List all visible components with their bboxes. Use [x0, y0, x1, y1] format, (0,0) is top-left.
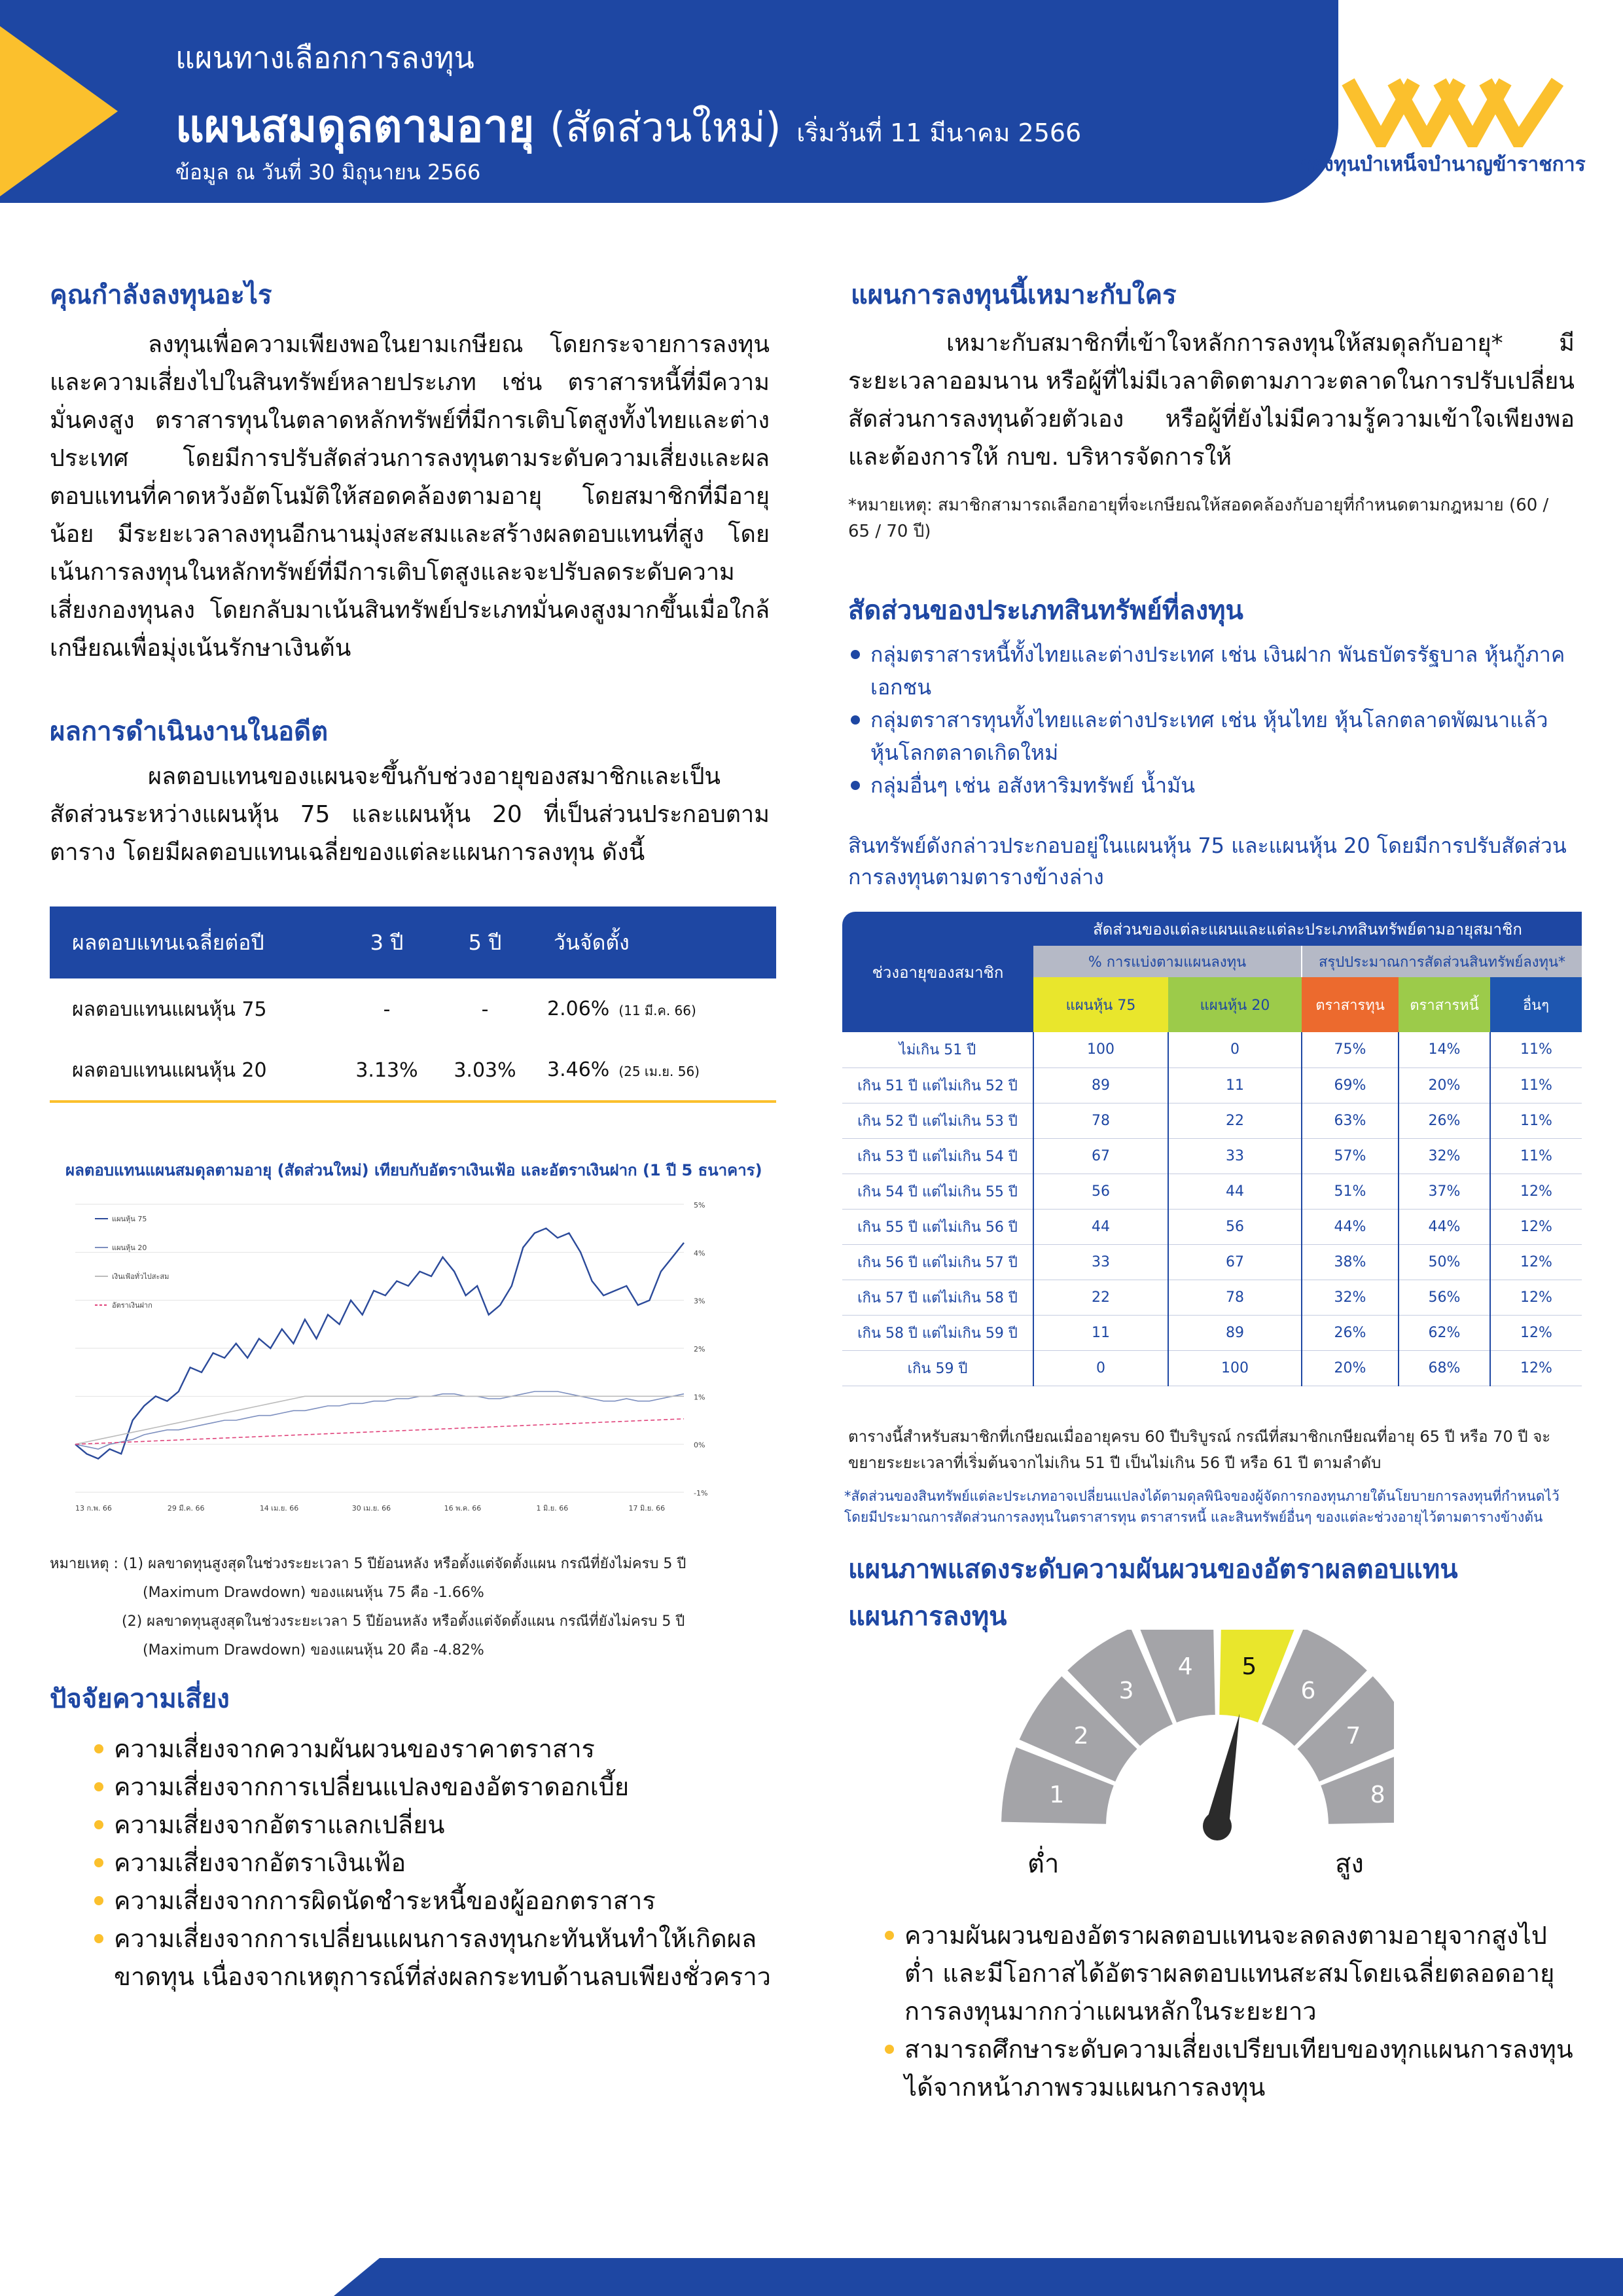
cell-p20: 89 — [1168, 1315, 1302, 1350]
asset-header: สรุปประมาณการสัดส่วนสินทรัพย์ลงทุน* — [1302, 946, 1582, 977]
cell-debt: 14% — [1399, 1032, 1490, 1067]
legend-label: แผนหุ้น 20 — [112, 1244, 147, 1252]
cell-p75: 89 — [1033, 1067, 1168, 1103]
cell-age: เกิน 56 ปี แต่ไม่เกิน 57 ปี — [842, 1244, 1033, 1280]
gauge-low-label: ต่ำ — [1027, 1849, 1060, 1879]
cell-p20: 67 — [1168, 1244, 1302, 1280]
cell-age: เกิน 52 ปี แต่ไม่เกิน 53 ปี — [842, 1103, 1033, 1138]
row-3y: 3.13% — [338, 1040, 436, 1102]
cell-debt: 68% — [1399, 1350, 1490, 1386]
cell-eq: 32% — [1302, 1280, 1399, 1315]
cell-eq: 63% — [1302, 1103, 1399, 1138]
cell-p20: 11 — [1168, 1067, 1302, 1103]
performance-text: ผลตอบแทนของแผนจะขึ้นกับช่วงอายุของสมาชิกและเป็นสัดส่วนระหว่างแผนหุ้น 75 และแผนหุ้น 20 ที่เป็นส่วนประกอบตามตาราง โดยมีผลตอบแทนเฉลี่ยของแต่ละแผนการลงทุน ดังนี้ — [50, 763, 770, 866]
gauge-needle — [1205, 1713, 1240, 1828]
table-row — [842, 1103, 1582, 1138]
remark-1a: (1) ผลขาดทุนสูงสุดในช่วงระยะเวลา 5 ปีย้อนหลัง หรือตั้งแต่จัดตั้งแผน กรณีที่ยังไม่ครบ 5 ปี — [122, 1556, 687, 1572]
cell-p75: 100 — [1033, 1032, 1168, 1067]
x-tick-label: 17 มิ.ย. 66 — [628, 1504, 666, 1513]
header-cell: ผลตอบแทนเฉลี่ยต่อปี — [50, 906, 338, 978]
row-since — [534, 978, 776, 1040]
allocation-table — [842, 912, 1582, 1386]
col-p75: แผนหุ้น 75 — [1033, 977, 1168, 1032]
since-date: (11 มี.ค. 66) — [618, 1003, 696, 1018]
cell-eq: 26% — [1302, 1315, 1399, 1350]
section-title-assets: สัดส่วนของประเภทสินทรัพย์ที่ลงทุน — [848, 596, 1243, 626]
cell-other: 12% — [1490, 1244, 1582, 1280]
remark-2b: (Maximum Drawdown) ของแผนหุ้น 20 คือ -4.82% — [143, 1642, 484, 1659]
performance-chart — [59, 1191, 720, 1518]
cell-other: 12% — [1490, 1280, 1582, 1315]
cell-p20: 44 — [1168, 1174, 1302, 1209]
col-equity: ตราสารทุน — [1302, 977, 1399, 1032]
cell-age: เกิน 59 ปี — [842, 1350, 1033, 1386]
cell-age: เกิน 53 ปี แต่ไม่เกิน 54 ปี — [842, 1138, 1033, 1174]
cell-p20: 33 — [1168, 1138, 1302, 1174]
list-item: ความเสี่ยงจากการเปลี่ยนแผนการลงทุนกะทันหันทำให้เกิดผลขาดทุน เนื่องจากเหตุการณ์ที่ส่งผลกระทบด้านลบเพียงชั่วคราว — [92, 1920, 772, 1996]
y-tick-label: 1% — [694, 1393, 705, 1402]
cell-other: 11% — [1490, 1138, 1582, 1174]
header-cell: 3 ปี — [338, 906, 436, 978]
series-line — [75, 1419, 684, 1444]
section-title-suitable: แผนการลงทุนนี้เหมาะกับใคร — [851, 280, 1177, 310]
cell-age: เกิน 57 ปี แต่ไม่เกิน 58 ปี — [842, 1280, 1033, 1315]
cell-p20: 78 — [1168, 1280, 1302, 1315]
x-tick-label: 13 ก.พ. 66 — [75, 1504, 112, 1513]
section-title-what: คุณกำลังลงทุนอะไร — [50, 280, 272, 310]
risk-list — [92, 1730, 772, 1996]
alloc-body — [842, 1032, 1582, 1386]
logo-text: กองทุนบำเหน็จบำนาญข้าราชการ — [1300, 153, 1586, 176]
gauge-level-label: 4 — [1177, 1653, 1193, 1680]
cell-p20: 100 — [1168, 1350, 1302, 1386]
list-item: กลุ่มตราสารหนี้ทั้งไทยและต่างประเทศ เช่น เงินฝาก พันธบัตรรัฐบาล หุ้นกู้ภาคเอกชน — [848, 638, 1575, 704]
row-3y: - — [383, 997, 391, 1021]
what-text: ลงทุนเพื่อความเพียงพอในยามเกษียณ โดยกระจายการลงทุนและความเสี่ยงไปในสินทรัพย์หลายประเภท เช่น ตราสารหนี้ที่มีความมั่นคงสูง ตราสารทุนในตลาดหลักทรัพย์ที่มีการเติบโตสูงทั้งไทยและต่างประเทศ โดยมีการปรับสัดส่วนการลงทุนตามระดับความเสี่ยงและผลตอบแทนที่คาดหวังอัตโนมัติให้สอดคล้องตามอายุ โดยสมาชิกที่มีอายุน้อย มีระยะเวลาลงทุนอีกนานมุ่งสะสมและสร้างผลตอบแทนที่สูง โดยเน้นการลงทุนในหลักทรัพย์ที่มีการเติบโตสูงและจะปรับลดระดับความเสี่ยงกองทุนลง โดยกลับมาเน้นสินทรัพย์ประเภทมั่นคงสูงมากขึ้นเมื่อใกล้เกษียณเพื่อมุ่งเน้นรักษาเงินต้น — [50, 331, 770, 662]
list-item: กลุ่มตราสารทุนทั้งไทยและต่างประเทศ เช่น หุ้นไทย หุ้นโลกตลาดพัฒนาแล้ว หุ้นโลกตลาดเกิดใหม่ — [848, 704, 1575, 769]
gauge-level-label: 1 — [1049, 1782, 1065, 1809]
since-value: 2.06% — [547, 997, 610, 1020]
x-tick-label: 1 มิ.ย. 66 — [536, 1504, 569, 1513]
suitable-text: เหมาะกับสมาชิกที่เข้าใจหลักการลงทุนให้สมดุลกับอายุ* มีระยะเวลาออมนาน หรือผู้ที่ไม่มีเวลาติดตามภาวะตลาดในการปรับเปลี่ยนสัดส่วนการลงทุนด้วยตัวเอง หรือผู้ที่ยังไม่มีความรู้ความเข้าใจเพียงพอและต้องการให้ กบข. บริหารจัดการให้ — [848, 330, 1575, 471]
row-since — [534, 1040, 776, 1102]
title-main: แผนสมดุลตามอายุ — [175, 101, 535, 152]
page-title — [175, 90, 1081, 161]
table-row — [842, 1138, 1582, 1174]
cell-other: 11% — [1490, 1032, 1582, 1067]
age-header: ช่วงอายุของสมาชิก — [842, 912, 1033, 1032]
cell-p75: 44 — [1033, 1209, 1168, 1244]
cell-debt: 26% — [1399, 1103, 1490, 1138]
alloc-note-1: ตารางนี้สำหรับสมาชิกที่เกษียณเมื่ออายุครบ 60 ปีบริบูรณ์ กรณีที่สมาชิกเกษียณที่อายุ 65 ปี หรือ 70 ปี จะขยายระยะเวลาที่เริ่มต้นจากไม่เกิน 51 ปี เป็นไม่เกิน 56 ปี หรือ 61 ปี ตามลำดับ — [848, 1427, 1551, 1472]
remark-2a: (2) ผลขาดทุนสูงสุดในช่วงระยะเวลา 5 ปีย้อนหลัง หรือตั้งแต่จัดตั้งแผน กรณีที่ยังไม่ครบ 5 ปี — [122, 1613, 685, 1630]
cell-age: เกิน 54 ปี แต่ไม่เกิน 55 ปี — [842, 1174, 1033, 1209]
header-cell: 5 ปี — [436, 906, 534, 978]
gauge-title-2: แผนการลงทุน — [848, 1602, 1007, 1632]
x-tick-label: 29 มี.ค. 66 — [167, 1504, 205, 1513]
table-row — [50, 978, 776, 1040]
list-item: ความเสี่ยงจากอัตราเงินเฟ้อ — [92, 1844, 772, 1882]
col-p20: แผนหุ้น 20 — [1168, 977, 1302, 1032]
list-item: ความเสี่ยงจากการเปลี่ยนแปลงของอัตราดอกเบี้ย — [92, 1768, 772, 1806]
list-item: ความเสี่ยงจากความผันผวนของราคาตราสาร — [92, 1730, 772, 1768]
gauge-level-label: 5 — [1241, 1653, 1257, 1680]
title-paren: (สัดส่วนใหม่) — [550, 103, 781, 151]
cell-other: 11% — [1490, 1103, 1582, 1138]
cell-other: 12% — [1490, 1315, 1582, 1350]
series-line — [75, 1229, 684, 1459]
cell-debt: 50% — [1399, 1244, 1490, 1280]
footer-band — [0, 2258, 1623, 2296]
gauge-level-label: 3 — [1118, 1677, 1134, 1705]
cell-eq: 44% — [1302, 1209, 1399, 1244]
cell-p75: 11 — [1033, 1315, 1168, 1350]
list-item: ความเสี่ยงจากอัตราแลกเปลี่ยน — [92, 1806, 772, 1844]
table-row — [50, 1040, 776, 1102]
cell-p75: 67 — [1033, 1138, 1168, 1174]
table-row — [842, 1209, 1582, 1244]
cell-debt: 44% — [1399, 1209, 1490, 1244]
y-tick-label: 0% — [694, 1441, 705, 1450]
cell-eq: 51% — [1302, 1174, 1399, 1209]
remarks-label: หมายเหตุ : — [50, 1556, 118, 1572]
x-tick-label: 16 พ.ค. 66 — [444, 1504, 482, 1513]
legend-label: แผนหุ้น 75 — [112, 1215, 147, 1223]
cell-age: เกิน 58 ปี แต่ไม่เกิน 59 ปี — [842, 1315, 1033, 1350]
title-start-date: เริ่มวันที่ 11 มีนาคม 2566 — [796, 118, 1082, 147]
suitable-note: *หมายเหตุ: สมาชิกสามารถเลือกอายุที่จะเกษียณให้สอดคล้องกับอายุที่กำหนดตามกฎหมาย (60 / 65 / 70 ปี) — [848, 495, 1549, 541]
col-other: อื่นๆ — [1490, 977, 1582, 1032]
cell-age: เกิน 51 ปี แต่ไม่เกิน 52 ปี — [842, 1067, 1033, 1103]
table-row — [842, 1032, 1582, 1067]
cell-debt: 20% — [1399, 1067, 1490, 1103]
data-date: ข้อมูล ณ วันที่ 30 มิถุนายน 2566 — [175, 160, 481, 185]
gauge-title-1: แผนภาพแสดงระดับความผันผวนของอัตราผลตอบแทน — [848, 1554, 1458, 1585]
cell-eq: 75% — [1302, 1032, 1399, 1067]
table-row — [842, 1244, 1582, 1280]
list-item: ความเสี่ยงจากการผิดนัดชำระหนี้ของผู้ออกตราสาร — [92, 1882, 772, 1920]
asset-list — [848, 638, 1575, 802]
risk-gauge — [1001, 1630, 1394, 1865]
asset-note: สินทรัพย์ดังกล่าวประกอบอยู่ในแผนหุ้น 75 และแผนหุ้น 20 โดยมีการปรับสัดส่วนการลงทุนตามตารางข้างล่าง — [848, 833, 1567, 889]
table-row — [842, 1067, 1582, 1103]
col-debt: ตราสารหนี้ — [1399, 977, 1490, 1032]
cell-age: ไม่เกิน 51 ปี — [842, 1032, 1033, 1067]
x-tick-label: 30 เม.ย. 66 — [351, 1504, 391, 1513]
header-subtitle: แผนทางเลือกการลงทุน — [175, 40, 474, 75]
cell-p20: 56 — [1168, 1209, 1302, 1244]
chart-title: ผลตอบแทนแผนสมดุลตามอายุ (สัดส่วนใหม่) เทียบกับอัตราเงินเฟ้อ และอัตราเงินฝาก (1 ปี 5 ธนาคาร) — [65, 1161, 762, 1179]
table-row — [842, 1315, 1582, 1350]
cell-debt: 56% — [1399, 1280, 1490, 1315]
row-name: ผลตอบแทนแผนหุ้น 20 — [50, 1040, 338, 1102]
cell-p20: 22 — [1168, 1103, 1302, 1138]
cell-eq: 69% — [1302, 1067, 1399, 1103]
gauge-high-label: สูง — [1335, 1849, 1364, 1879]
cell-eq: 20% — [1302, 1350, 1399, 1386]
cell-p20: 0 — [1168, 1032, 1302, 1067]
cell-p75: 0 — [1033, 1350, 1168, 1386]
gauge-level-label: 8 — [1370, 1782, 1385, 1809]
series-line — [75, 1396, 684, 1444]
legend-label: เงินเฟ้อทั่วไปสะสม — [112, 1272, 169, 1281]
cell-other: 12% — [1490, 1174, 1582, 1209]
section-title-performance: ผลการดำเนินงานในอดีต — [50, 717, 329, 747]
since-date: (25 เม.ย. 56) — [618, 1064, 700, 1079]
list-item: สามารถศึกษาระดับความเสี่ยงเปรียบเทียบของทุกแผนการลงทุนได้จากหน้าภาพรวมแผนการลงทุน — [882, 2030, 1576, 2106]
list-item: ความผันผวนของอัตราผลตอบแทนจะลดลงตามอายุจากสูงไปต่ำ และมีโอกาสได้อัตราผลตอบแทนสะสมโดยเฉลี่ยตลอดอายุการลงทุนมากกว่าแผนหลักในระยะยาว — [882, 1916, 1576, 2030]
cell-other: 12% — [1490, 1350, 1582, 1386]
remarks — [50, 1550, 686, 1665]
row-5y: - — [481, 997, 489, 1021]
header-triangle — [0, 26, 118, 196]
header-cell: วันจัดตั้ง — [534, 906, 776, 978]
gauge-level-label: 2 — [1073, 1723, 1089, 1750]
cell-p75: 56 — [1033, 1174, 1168, 1209]
cell-eq: 57% — [1302, 1138, 1399, 1174]
cell-other: 11% — [1490, 1067, 1582, 1103]
y-tick-label: 5% — [694, 1201, 705, 1210]
row-name: ผลตอบแทนแผนหุ้น 75 — [72, 997, 267, 1021]
legend-label: อัตราเงินฝาก — [112, 1301, 152, 1310]
cell-p75: 22 — [1033, 1280, 1168, 1315]
cell-eq: 38% — [1302, 1244, 1399, 1280]
row-5y: 3.03% — [436, 1040, 534, 1102]
table-row — [842, 1350, 1582, 1386]
y-tick-label: 2% — [694, 1345, 705, 1354]
cell-debt: 37% — [1399, 1174, 1490, 1209]
gauge-bullets — [882, 1916, 1576, 2106]
top-header: สัดส่วนของแต่ละแผนและแต่ละประเภทสินทรัพย์ตามอายุสมาชิก — [1033, 912, 1582, 946]
cell-p75: 33 — [1033, 1244, 1168, 1280]
section-title-risk: ปัจจัยความเสี่ยง — [50, 1684, 230, 1714]
since-value: 3.46% — [547, 1058, 610, 1081]
table-row — [842, 1174, 1582, 1209]
cell-age: เกิน 55 ปี แต่ไม่เกิน 56 ปี — [842, 1209, 1033, 1244]
gauge-level-label: 6 — [1300, 1677, 1316, 1705]
list-item: กลุ่มอื่นๆ เช่น อสังหาริมทรัพย์ น้ำมัน — [848, 769, 1575, 802]
cell-debt: 32% — [1399, 1138, 1490, 1174]
table-row — [842, 1280, 1582, 1315]
gauge-level-label: 7 — [1346, 1723, 1361, 1750]
performance-table — [50, 906, 776, 1103]
plan-header: % การแบ่งตามแผนลงทุน — [1033, 946, 1302, 977]
alloc-note-2: *สัดส่วนของสินทรัพย์แต่ละประเภทอาจเปลี่ยนแปลงได้ตามดุลพินิจของผู้จัดการกองทุนภายใต้นโยบายการลงทุนที่กำหนดไว้ โดยมีประมาณการสัดส่วนการลงทุนในตราสารทุน ตราสารหนี้ และสินทรัพย์อื่นๆ ของแต่ละช่วงอายุไว้ตามตารางข้างต้น — [844, 1488, 1560, 1525]
y-tick-label: 4% — [694, 1249, 705, 1258]
cell-debt: 62% — [1399, 1315, 1490, 1350]
gauge-hub — [1203, 1812, 1232, 1840]
y-tick-label: 3% — [694, 1297, 705, 1306]
section-title-gauge — [848, 1548, 1458, 1637]
cell-p75: 78 — [1033, 1103, 1168, 1138]
remark-1b: (Maximum Drawdown) ของแผนหุ้น 75 คือ -1.66% — [143, 1585, 484, 1601]
alloc-header-row-1 — [842, 912, 1582, 946]
fund-logo-icon — [1342, 75, 1564, 147]
x-tick-label: 14 เม.ย. 66 — [259, 1504, 299, 1513]
y-tick-label: -1% — [694, 1489, 708, 1498]
table-header-row — [50, 906, 776, 978]
cell-other: 12% — [1490, 1209, 1582, 1244]
